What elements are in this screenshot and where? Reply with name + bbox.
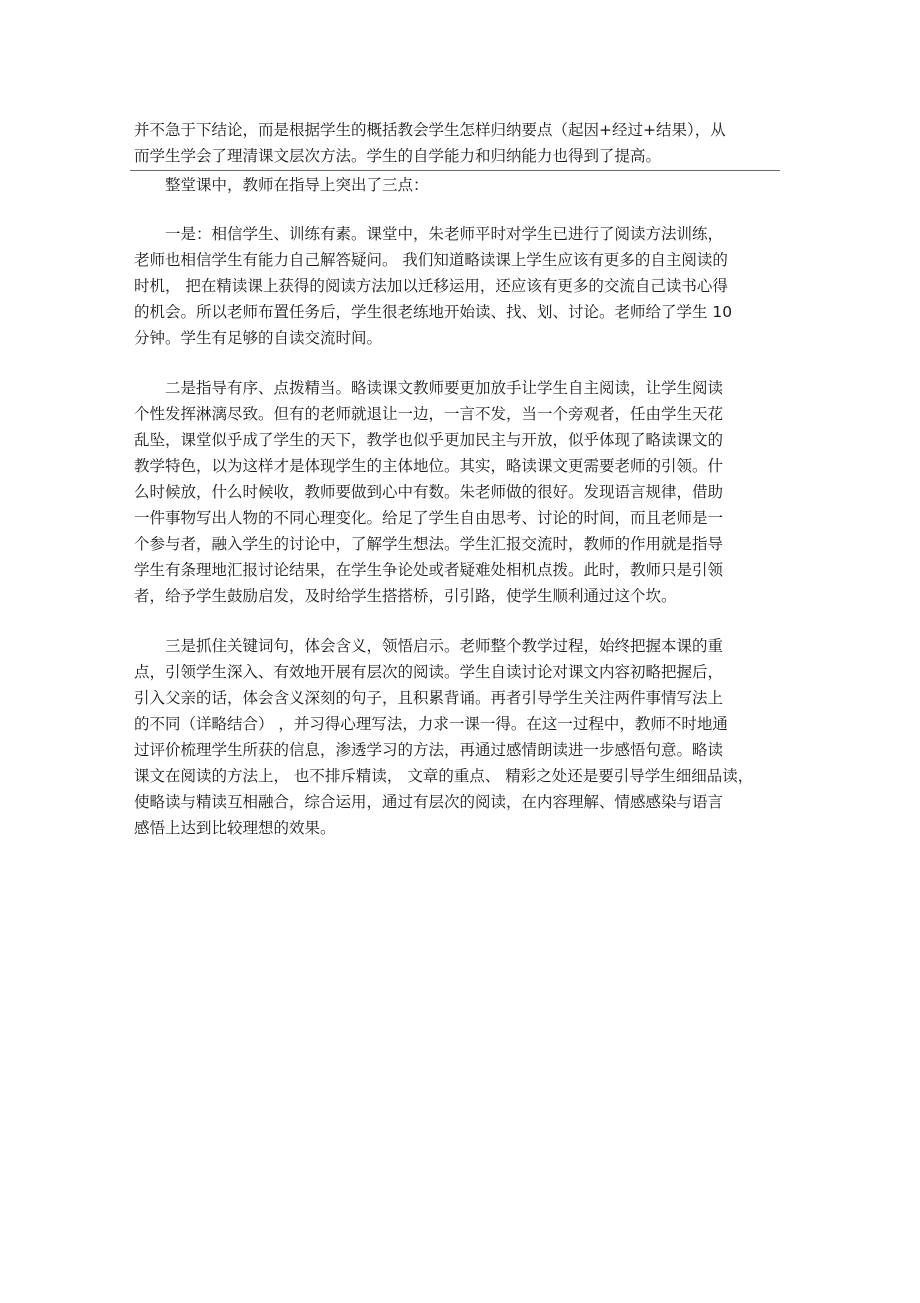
text-line: 乱坠，课堂似乎成了学生的天下，教学也似乎更加民主与开放，似乎体现了略读课文的 <box>134 431 724 449</box>
text-line: 学生有条理地汇报讨论结果，在学生争论处或者疑难处相机点拨。此时，教师只是引领 <box>134 561 724 579</box>
text-line: 二是指导有序、点拨精当。略读课文教师要更加放手让学生自主阅读，让学生阅读 <box>165 379 724 397</box>
text-line: 的不同（详略结合） ，并习得心理写法，力求一课一得。在这一过程中，教师不时地通 <box>134 715 728 733</box>
text-line: 么时候放，什么时候收，教师要做到心中有数。朱老师做的很好。发现语言规律，借助 <box>134 483 724 501</box>
text-line: 过评价梳理学生所获的信息，渗透学习的方法，再通过感情朗读进一步感悟句意。略读 <box>134 741 724 759</box>
text-line: 感悟上达到比较理想的效果。 <box>134 819 336 837</box>
text-line: 点，引领学生深入、有效地开展有层次的阅读。学生自读讨论对课文内容初略把握后， <box>134 663 724 681</box>
text-line: 一是：相信学生、训练有素。课堂中，朱老师平时对学生已进行了阅读方法训练， <box>165 225 724 243</box>
text-line: 三是抓住关键词句，体会含义，领悟启示。老师整个教学过程，始终把握本课的重 <box>165 637 724 655</box>
text-line: 分钟。学生有足够的自读交流时间。 <box>134 329 383 347</box>
text-line: 一件事物写出人物的不同心理变化。给足了学生自由思考、讨论的时间，而且老师是一 <box>134 509 724 527</box>
text-line: 个性发挥淋漓尽致。但有的老师就退让一边，一言不发，当一个旁观者，任由学生天花 <box>134 405 724 423</box>
text-line: 引入父亲的话，体会含义深刻的句子，且积累背诵。再者引导学生关注两件事情写法上 <box>134 689 724 707</box>
text-line: 课文在阅读的方法上， 也不排斥精读， 文章的重点、 精彩之处还是要引导学生细细品读， <box>134 767 754 785</box>
horizontal-rule <box>130 170 780 171</box>
text-line: 而学生学会了理清课文层次方法。学生的自学能力和归纳能力也得到了提高。 <box>134 147 662 165</box>
text-line: 的机会。所以老师布置任务后，学生很老练地开始读、找、划、讨论。老师给了学生 10 <box>134 303 733 321</box>
text-line: 个参与者，融入学生的讨论中，了解学生想法。学生汇报交流时，教师的作用就是指导 <box>134 535 724 553</box>
text-line: 使略读与精读互相融合，综合运用，通过有层次的阅读，在内容理解、情感感染与语言 <box>134 793 724 811</box>
text-line: 时机， 把在精读课上获得的阅读方法加以迁移运用，还应该有更多的交流自己读书心得 <box>134 277 728 295</box>
text-line: 并不急于下结论，而是根据学生的概括教会学生怎样归纳要点（起因+经过+结果），从 <box>134 121 726 139</box>
text-line: 老师也相信学生有能力自己解答疑问。 我们知道略读课上学生应该有更多的自主阅读的 <box>134 251 728 269</box>
text-line: 者，给予学生鼓励启发，及时给学生搭搭桥，引引路，使学生顺利通过这个坎。 <box>134 587 677 605</box>
text-line: 教学特色，以为这样才是体现学生的主体地位。其实，略读课文更需要老师的引领。什 <box>134 457 724 475</box>
text-line: 整堂课中，教师在指导上突出了三点： <box>165 176 429 194</box>
